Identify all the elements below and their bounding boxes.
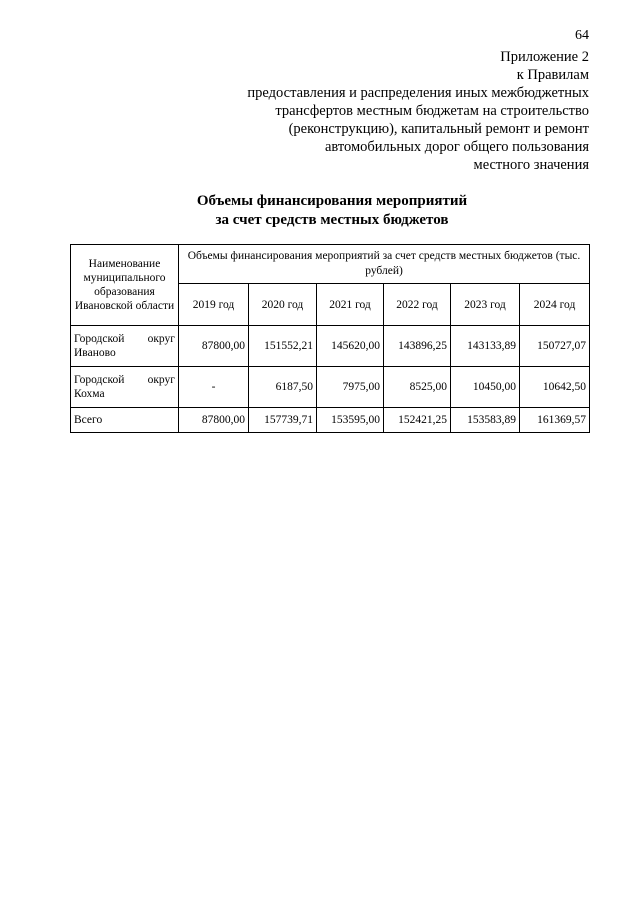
year-header: 2023 год: [451, 284, 520, 326]
appendix-header: [169, 48, 589, 174]
appendix-line: предоставления и распределения иных межбюджетных: [247, 85, 589, 101]
total-value-cell: 161369,57: [520, 408, 590, 433]
appendix-line: автомобильных дорог общего пользования: [324, 139, 589, 155]
total-value-cell: 157739,71: [249, 408, 317, 433]
total-value-cell: 153595,00: [317, 408, 384, 433]
table-row: [71, 367, 590, 408]
table-header-row: [71, 245, 590, 284]
value-cell: -: [179, 367, 249, 408]
appendix-line: трансфертов местным бюджетам на строительство: [275, 103, 589, 119]
year-header: 2021 год: [317, 284, 384, 326]
value-cell: 6187,50: [249, 367, 317, 408]
year-header: 2022 год: [384, 284, 451, 326]
appendix-line: к Правилам: [516, 67, 589, 83]
municipality-name-line1: Городской округ: [74, 374, 175, 386]
value-cell: 10642,50: [520, 367, 590, 408]
value-cell: 143896,25: [384, 326, 451, 367]
value-cell: 151552,21: [249, 326, 317, 367]
table-row: [71, 326, 590, 367]
table-total-row: [71, 408, 590, 433]
page-number: 64: [575, 28, 589, 43]
municipality-name-cell: [71, 367, 179, 408]
title-line: Объемы финансирования мероприятий: [196, 193, 468, 209]
municipality-column-header: Наименование муниципального образования Ивановской области: [71, 245, 179, 326]
municipality-name-line2: Кохма: [74, 388, 105, 400]
value-cell: 145620,00: [317, 326, 384, 367]
total-value-cell: 152421,25: [384, 408, 451, 433]
year-header: 2024 год: [520, 284, 590, 326]
appendix-line: местного значения: [473, 157, 589, 173]
total-label-cell: [71, 408, 179, 433]
document-title: [0, 192, 640, 230]
year-header: 2020 год: [249, 284, 317, 326]
value-cell: 87800,00: [179, 326, 249, 367]
value-cell: 150727,07: [520, 326, 590, 367]
value-cell: 143133,89: [451, 326, 520, 367]
title-line: за счет средств местных бюджетов: [215, 212, 449, 228]
total-label: Всего: [74, 414, 103, 426]
financing-table: [70, 244, 590, 433]
total-value-cell: 153583,89: [451, 408, 520, 433]
appendix-line: Приложение 2: [500, 49, 589, 65]
value-cell: 10450,00: [451, 367, 520, 408]
municipality-name-line2: Иваново: [74, 347, 116, 359]
total-value-cell: 87800,00: [179, 408, 249, 433]
value-cell: 7975,00: [317, 367, 384, 408]
appendix-line: (реконструкцию), капитальный ремонт и ремонт: [288, 121, 589, 137]
financing-group-header: Объемы финансирования мероприятий за счет средств местных бюджетов (тыс. рублей): [179, 245, 590, 284]
value-cell: 8525,00: [384, 367, 451, 408]
municipality-name-line1: Городской округ: [74, 333, 175, 345]
year-header: 2019 год: [179, 284, 249, 326]
municipality-name-cell: [71, 326, 179, 367]
